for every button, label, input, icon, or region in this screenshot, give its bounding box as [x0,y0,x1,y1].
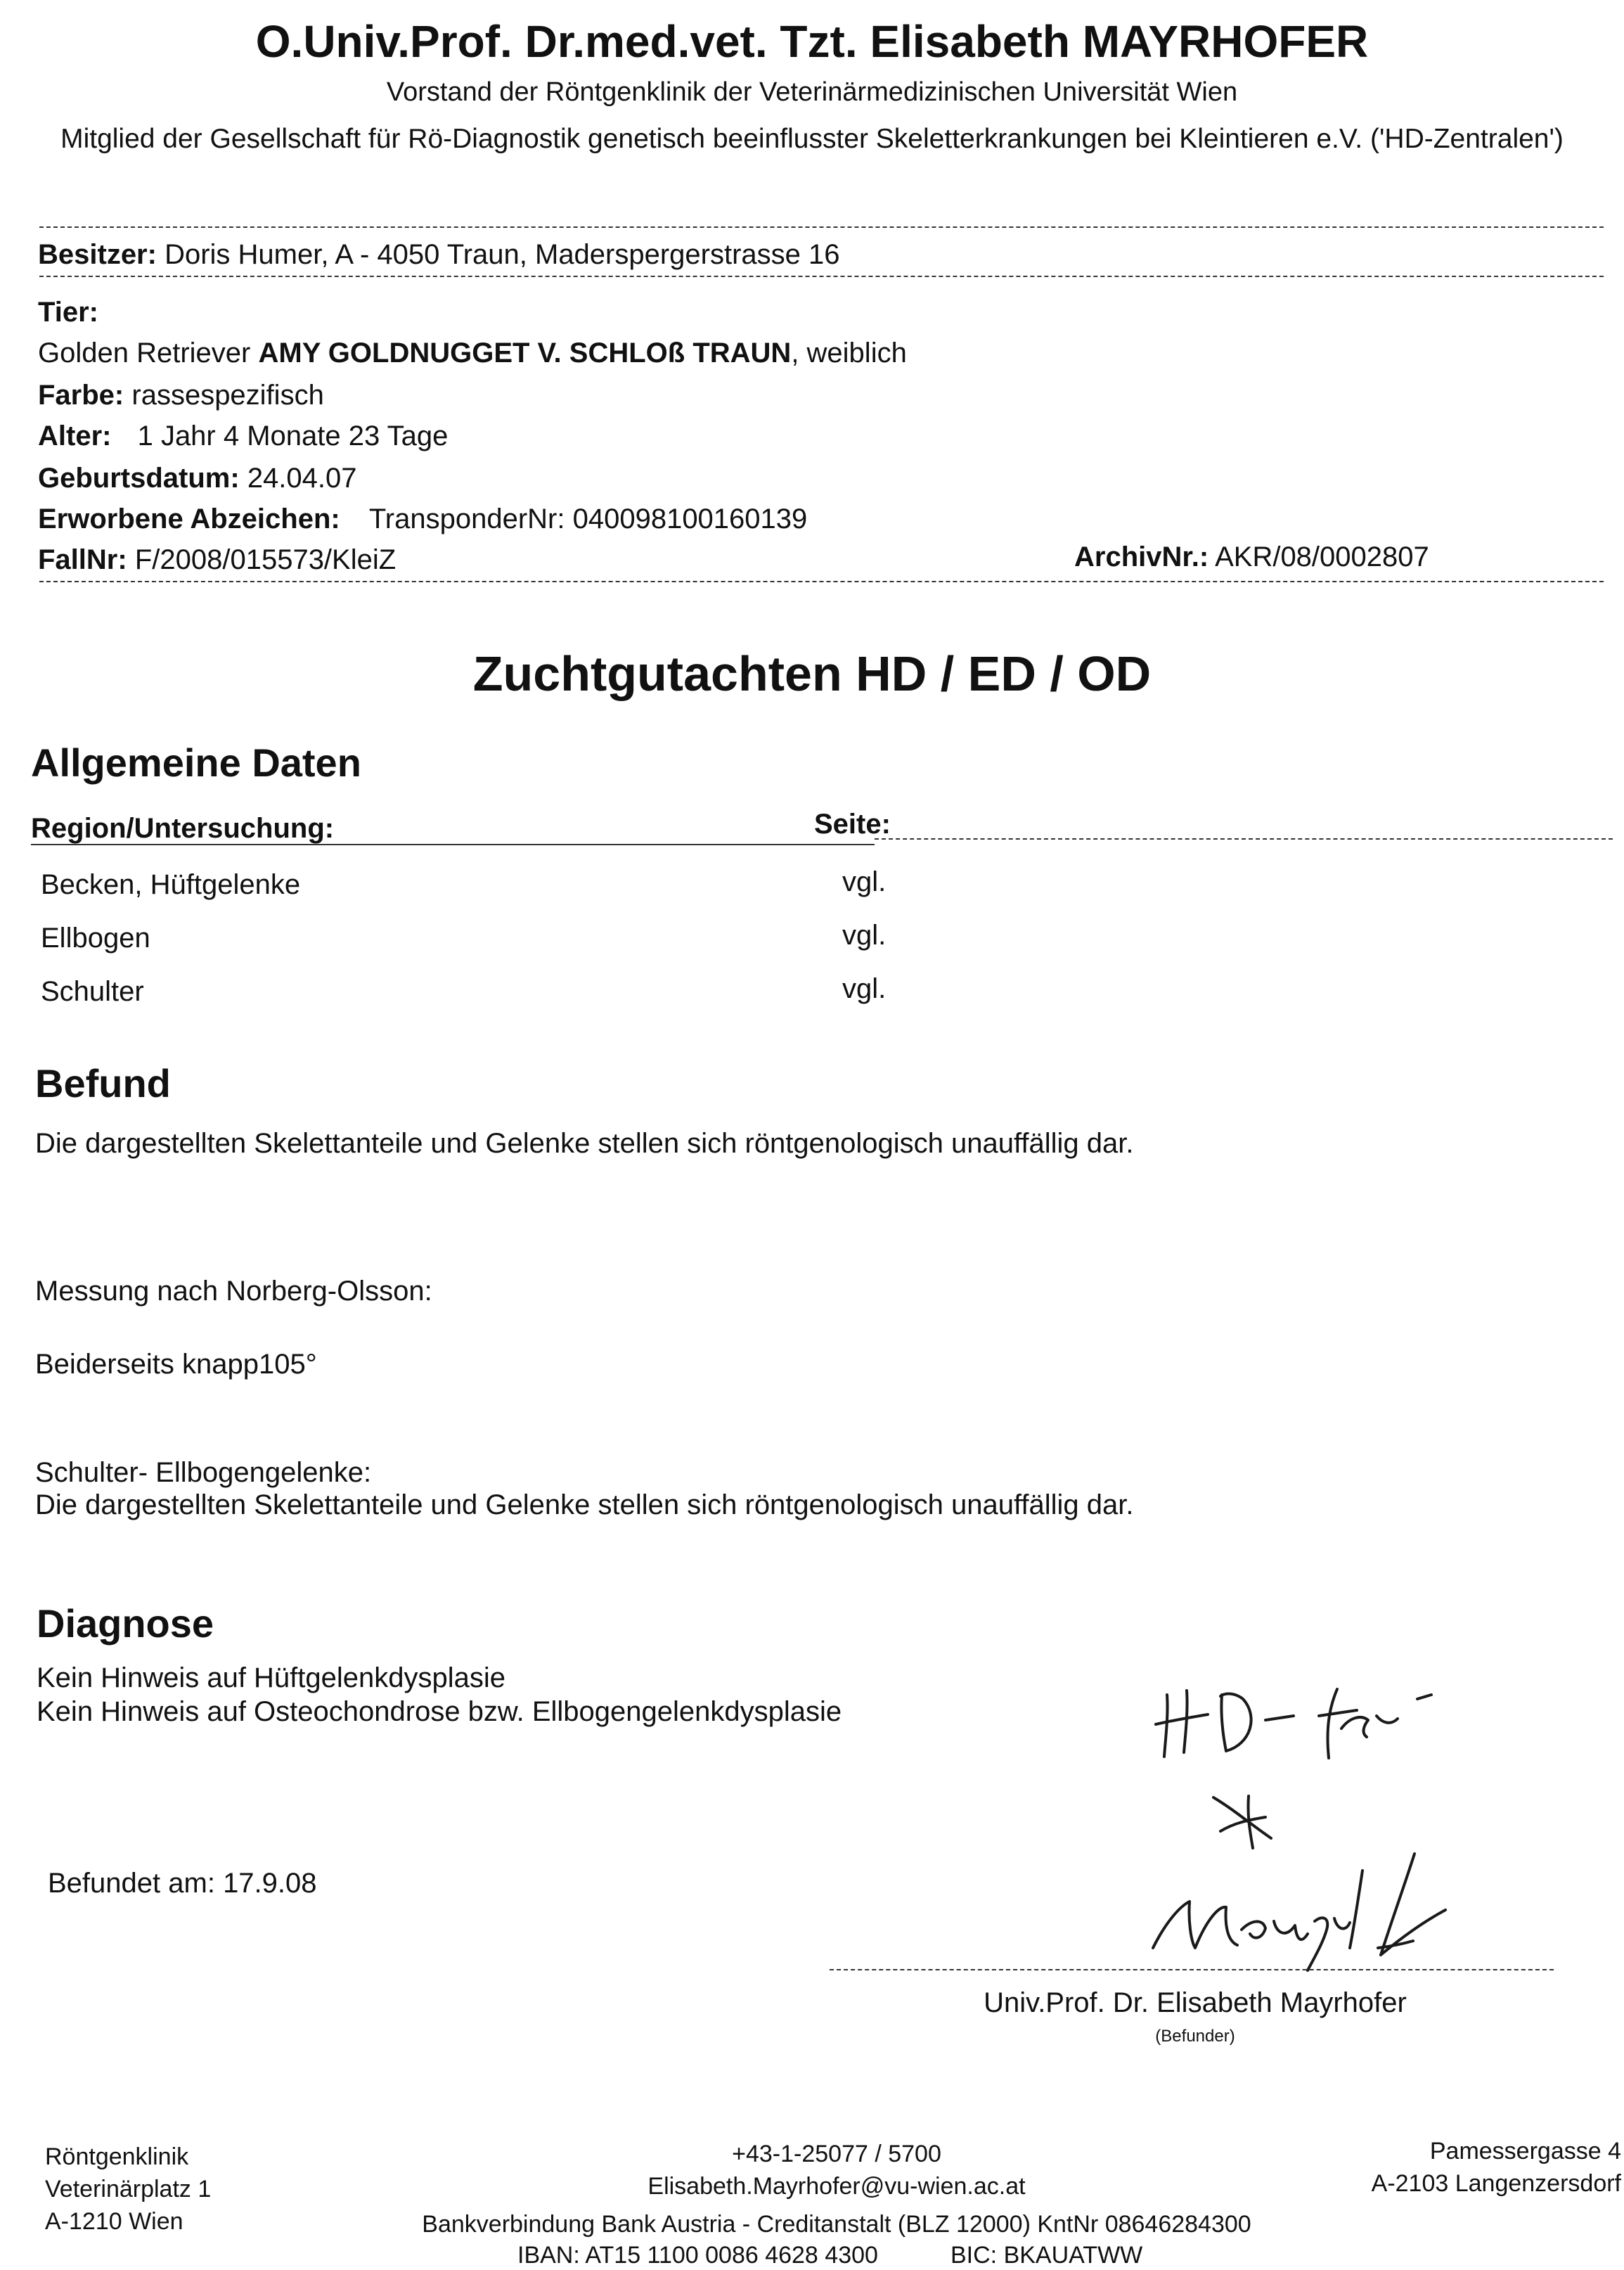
case-number [38,544,396,576]
shoulder-elbow-text: Die dargestellten Skelettanteile und Gelenke stellen sich röntgenologisch unauffällig dar. [35,1489,1134,1520]
animal-sex: , weiblich [791,338,907,368]
footer-bic: BIC: BKAUATWW [950,2242,1143,2269]
table-row-region: Schulter [41,976,144,1007]
col-side-header: Seite: [814,809,891,840]
letterhead-name: O.Univ.Prof. Dr.med.vet. Tzt. Elisabeth MAYRHOFER [255,16,1369,67]
table-row-side: vgl. [842,866,887,897]
owner-line [38,239,840,271]
animal-name: AMY GOLDNUGGET V. SCHLOß TRAUN [258,338,792,368]
case-label: FallNr: [38,544,127,575]
handwritten-grade-note [1153,1674,1448,1765]
diagnosis-line-1: Kein Hinweis auf Hüftgelenkdysplasie [37,1662,506,1693]
report-date-label: Befundet am: [48,1868,215,1899]
document-title: Zuchtgutachten HD / ED / OD [472,646,1152,701]
table-row-region: Becken, Hüftgelenke [41,869,301,900]
table-header-rule-dashed [875,838,1613,840]
signature-mark [1139,1842,1469,1976]
signer-name: Univ.Prof. Dr. Elisabeth Mayrhofer [984,1987,1407,2018]
table-header-rule [31,844,875,845]
age-value: 1 Jahr 4 Monate 23 Tage [137,421,449,451]
letterhead-line-1: Vorstand der Röntgenklinik der Veterinärmedizinischen Universität Wien [386,77,1238,107]
animal-age [38,421,448,452]
divider-owner [39,276,1604,277]
archive-label: ArchivNr.: [1074,541,1209,572]
footer-bank: Bankverbindung Bank Austria - Creditanstalt (BLZ 12000) KntNr 08646284300 [422,2211,1251,2238]
measurement-label: Messung nach Norberg-Olsson: [35,1276,432,1307]
birthdate-label: Geburtsdatum: [38,463,240,494]
general-heading: Allgemeine Daten [31,740,361,785]
marks-label: Erworbene Abzeichen: [38,504,340,534]
animal-color [38,380,324,411]
archive-number [1074,541,1429,573]
shoulder-elbow-label: Schulter- Ellbogengelenke: [35,1457,372,1488]
owner-value: Doris Humer, A - 4050 Traun, Maderspergerstrasse 16 [165,239,840,270]
footer-phone: +43-1-25077 / 5700 [732,2141,941,2167]
findings-text: Die dargestellten Skelettanteile und Gelenke stellen sich röntgenologisch unauffällig dar. [35,1128,1134,1159]
col-region-header: Region/Untersuchung: [31,813,335,844]
footer-private-address-line: A-2103 Langenzersdorf [1371,2170,1621,2197]
report-date [48,1868,317,1899]
animal-birthdate [38,463,357,494]
signer-role: (Befunder) [1155,2027,1235,2046]
divider-animal [39,581,1604,582]
color-value: rassespezifisch [131,380,324,411]
footer-iban: IBAN: AT15 1100 0086 4628 4300 [517,2242,878,2269]
table-row-side: vgl. [842,920,887,951]
table-row-region: Ellbogen [41,923,150,954]
owner-label: Besitzer: [38,239,157,270]
signature-line [830,1969,1554,1970]
footer-private-address-line: Pamessergasse 4 [1429,2138,1621,2165]
animal-breed: Golden Retriever [38,338,251,368]
animal-label: Tier: [38,297,98,328]
footer-email[interactable]: Elisabeth.Mayrhofer@vu-wien.ac.at [647,2173,1026,2200]
report-date-value: 17.9.08 [223,1868,317,1899]
findings-heading: Befund [35,1061,171,1105]
case-value: F/2008/015573/KleiZ [134,544,397,575]
animal-identity [38,338,907,369]
color-label: Farbe: [38,380,124,411]
footer-address-line: Röntgenklinik [45,2143,189,2170]
footer-address-line: A-1210 Wien [45,2208,183,2235]
age-label: Alter: [38,421,112,451]
marks-value: TransponderNr: 040098100160139 [368,504,808,534]
table-row-side: vgl. [842,973,887,1004]
diagnosis-heading: Diagnose [37,1601,214,1646]
diagnosis-line-2: Kein Hinweis auf Osteochondrose bzw. Ellbogengelenkdysplasie [37,1696,842,1727]
animal-marks [38,504,807,535]
birthdate-value: 24.04.07 [247,463,357,494]
archive-value: AKR/08/0002807 [1215,541,1429,572]
measurement-value: Beiderseits knapp105° [35,1349,317,1380]
letterhead-line-2: Mitglied der Gesellschaft für Rö-Diagnostik genetisch beeinflusster Skeletterkrankungen bei Kleintieren e.V. ('HD-Zentralen') [60,124,1564,154]
footer-address-line: Veterinärplatz 1 [45,2176,212,2202]
divider-top [39,226,1604,228]
